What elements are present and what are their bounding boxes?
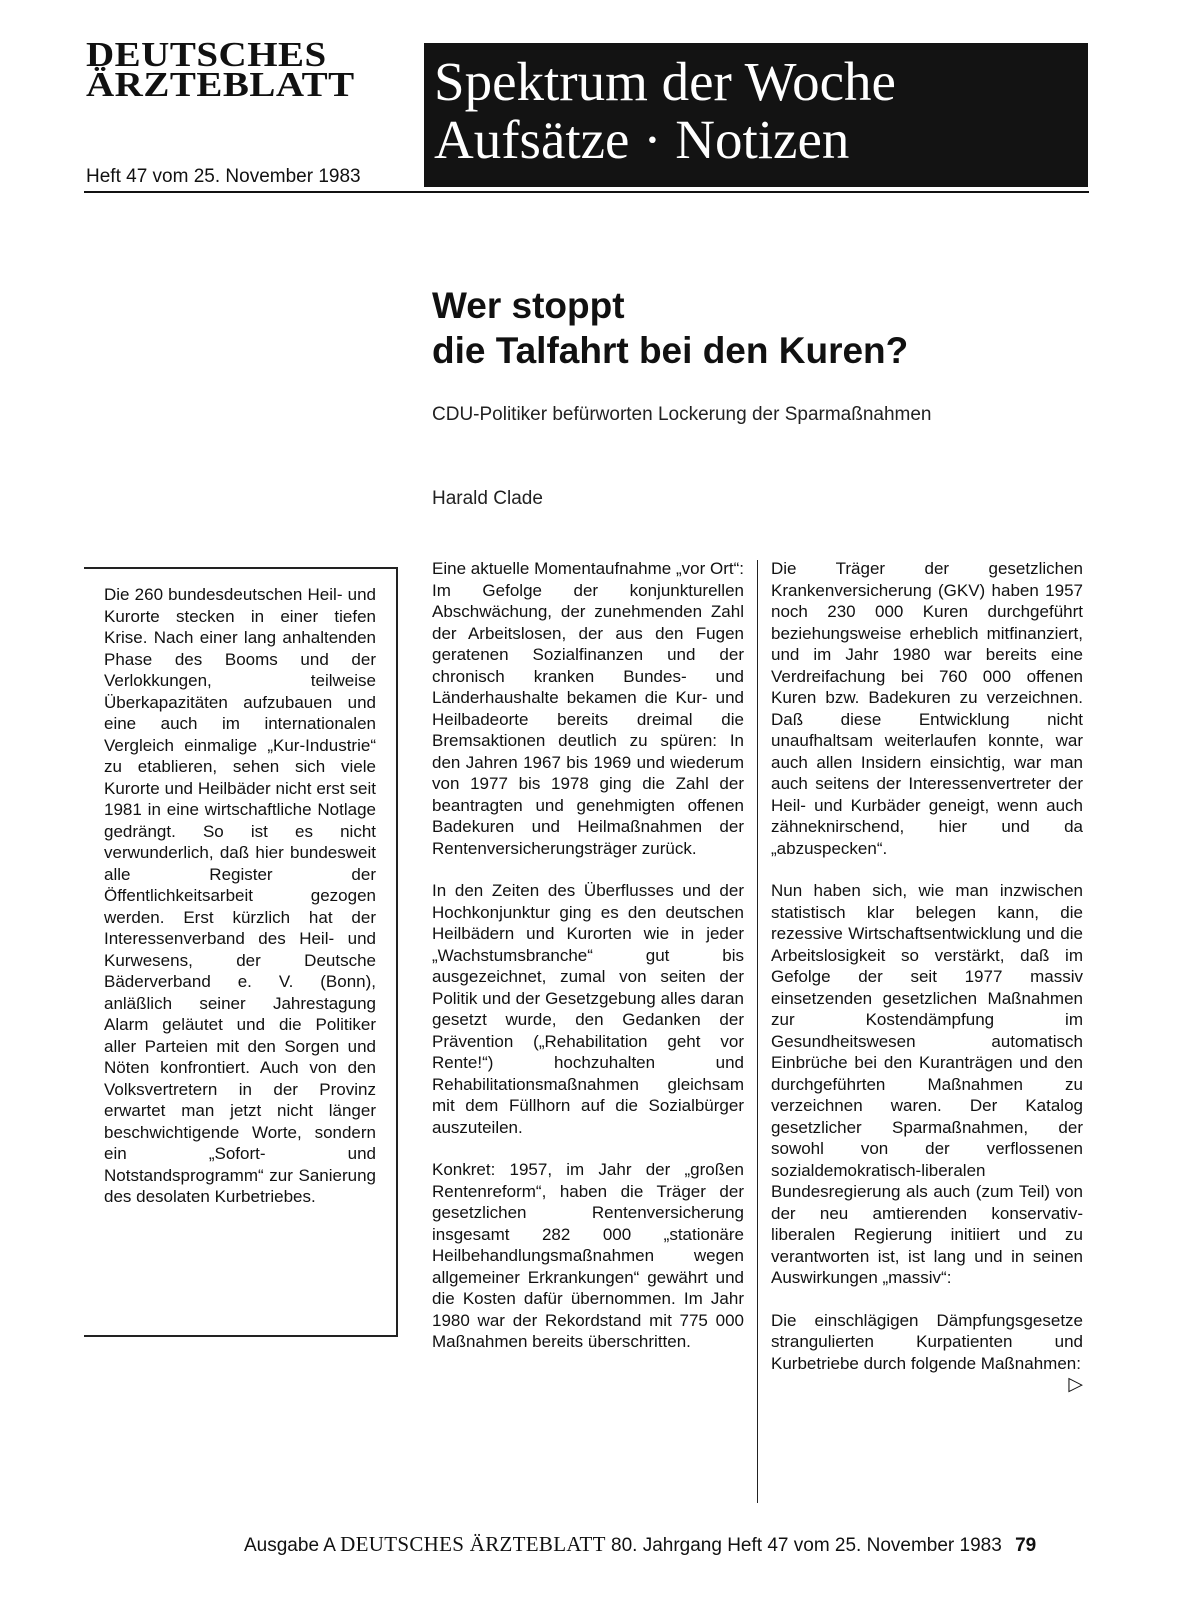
article-author: Harald Clade (432, 488, 543, 509)
column-2 (432, 558, 744, 1374)
continue-arrow-icon: ▷ (1068, 1374, 1083, 1395)
article-title (432, 283, 1052, 373)
footer-edition: Ausgabe A (244, 1535, 335, 1556)
paragraph: Die Träger der gesetzlichen Krankenversicherung (GKV) haben 1957 noch 230 000 Kuren durchgeführt beziehungsweise erheblich mitfinanziert, und im Jahr 1980 war bereits eine Verdreifachung bei 760 000 offenen Kuren bzw. Badekuren zu verzeichnen. Daß diese Entwicklung nicht unaufhaltsam weiterlaufen konnte, war auch allen Insidern einsichtig, war man auch seitens der Interessenvertreter der Heil- und Kurbäder geneigt, wenn auch zähneknirschend, hier und da „abzuspecken“. (771, 559, 1083, 858)
paragraph: In den Zeiten des Überflusses und der Hochkonjunktur ging es den deutschen Heilbädern und Kurorten wie in jeder „Wachstumsbranche“ gut bis ausgezeichnet, zumal von seiten der Politik und der Gesetzgebung alles daran gesetzt wurde, den Gedanken der Prävention („Rehabilitation geht vor Rente!“) hochzuhalten und Rehabilitationsmaßnahmen gleichsam mit dem Füllhorn auf die Sozialbürger auszuteilen. (432, 881, 744, 1137)
banner-line-1: Spektrum der Woche (434, 51, 896, 112)
paragraph-final (771, 1310, 1083, 1395)
paragraph: Konkret: 1957, im Jahr der „großen Rentenreform“, haben die Träger der gesetzlichen Rentenversicherung insgesamt 282 000 „stationäre Heilbehandlungsmaßnahmen wegen allgemeiner Erkrankungen“ gewährt und die Kosten dafür übernommen. Im Jahr 1980 war der Rekordstand mit 775 000 Maßnahmen bereits überschritten. (432, 1160, 744, 1351)
title-line-2: die Talfahrt bei den Kuren? (432, 330, 909, 371)
footer-brand: DEUTSCHES ÄRZTEBLATT (340, 1532, 606, 1556)
title-line-1: Wer stoppt (432, 285, 625, 326)
section-banner (424, 43, 1088, 187)
logo-line-1: DEUTSCHES (86, 35, 327, 75)
banner-line-2: Aufsätze · Notizen (434, 109, 850, 170)
masthead-issue: Heft 47 vom 25. November 1983 (86, 166, 361, 187)
paragraph: Eine aktuelle Momentaufnahme „vor Ort“: Im Gefolge der konjunkturellen Abschwächung, der zunehmenden Zahl der Arbeitslosen, der aus den Fugen geratenen Sozialfinanzen und der chronisch kranken Bundes- und Länderhaushalte bekamen die Kur- und Heilbadeorte bereits dreimal die Bremsaktionen deutlich zu spüren: In den Jahren 1967 bis 1969 und wiederum von 1977 bis 1978 ging die Zahl der beantragten und genehmigten offenen Badekuren und Heilmaßnahmen der Rentenversicherungsträger zurück. (432, 559, 744, 858)
column-3 (771, 558, 1083, 1396)
article-subtitle: CDU-Politiker befürworten Lockerung der Sparmaßnahmen (432, 404, 932, 425)
column-divider (757, 560, 758, 1503)
lead-paragraph: Die 260 bundesdeutschen Heil- und Kurorte stecken in einer tiefen Krise. Nach einer lang anhaltenden Phase des Booms und der Verlokkungen, teilweise Überkapazitäten aufzubauen und eine auch im internationalen Vergleich einmalige „Kur-Industrie“ zu etablieren, sehen sich viele Kurorte und Heilbäder nicht erst seit 1981 in eine wirtschaftliche Notlage gedrängt. So ist es nicht verwunderlich, daß hier bundesweit alle Register der Öffentlichkeitsarbeit gezogen werden. Erst kürzlich hat der Interessenverband des Heil- und Kurwesens, der Deutsche Bäderverband e. V. (Bonn), anläßlich seiner Jahrestagung Alarm geläutet und die Politiker aller Parteien mit den Sorgen und Nöten konfrontiert. Auch von den Volksvertretern in der Provinz erwartet man jetzt nicht länger beschwichtigende Worte, sondern ein „Sofort- und Notstandsprogramm“ zur Sanierung des desolaten Kurbetriebes. (104, 585, 376, 1206)
page-number: 79 (1015, 1535, 1037, 1556)
page-footer (244, 1532, 1036, 1557)
masthead-logo (86, 35, 355, 104)
header-rule (84, 191, 1089, 193)
paragraph: Nun haben sich, wie man inzwischen statistisch klar belegen kann, die rezessive Wirtschaftsentwicklung und die Arbeitslosigkeit so verstärkt, daß im Gefolge der seit 1977 massiv einsetzenden gesetzlichen Maßnahmen zur Kostendämpfung im Gesundheitswesen automatisch Einbrüche bei den Kuranträgen und den durchgeführten Maßnahmen zu verzeichnen waren. Der Katalog gesetzlicher Sparmaßnahmen, der sowohl von der verflossenen sozialdemokratisch-liberalen Bundesregierung als auch (zum Teil) von der neu amtierenden konservativ-liberalen Regierung initiiert und zu verantworten ist, ist lang und in seinen Auswirkungen „massiv“: (771, 881, 1083, 1287)
footer-issue: 80. Jahrgang Heft 47 vom 25. November 1983 (611, 1535, 1002, 1556)
logo-line-2: ÄRZTEBLATT (86, 65, 355, 104)
paragraph-text: Die einschlägigen Dämpfungsgesetze strangulierten Kurpatienten und Kurbetriebe durch folgende Maßnahmen: (771, 1310, 1083, 1373)
